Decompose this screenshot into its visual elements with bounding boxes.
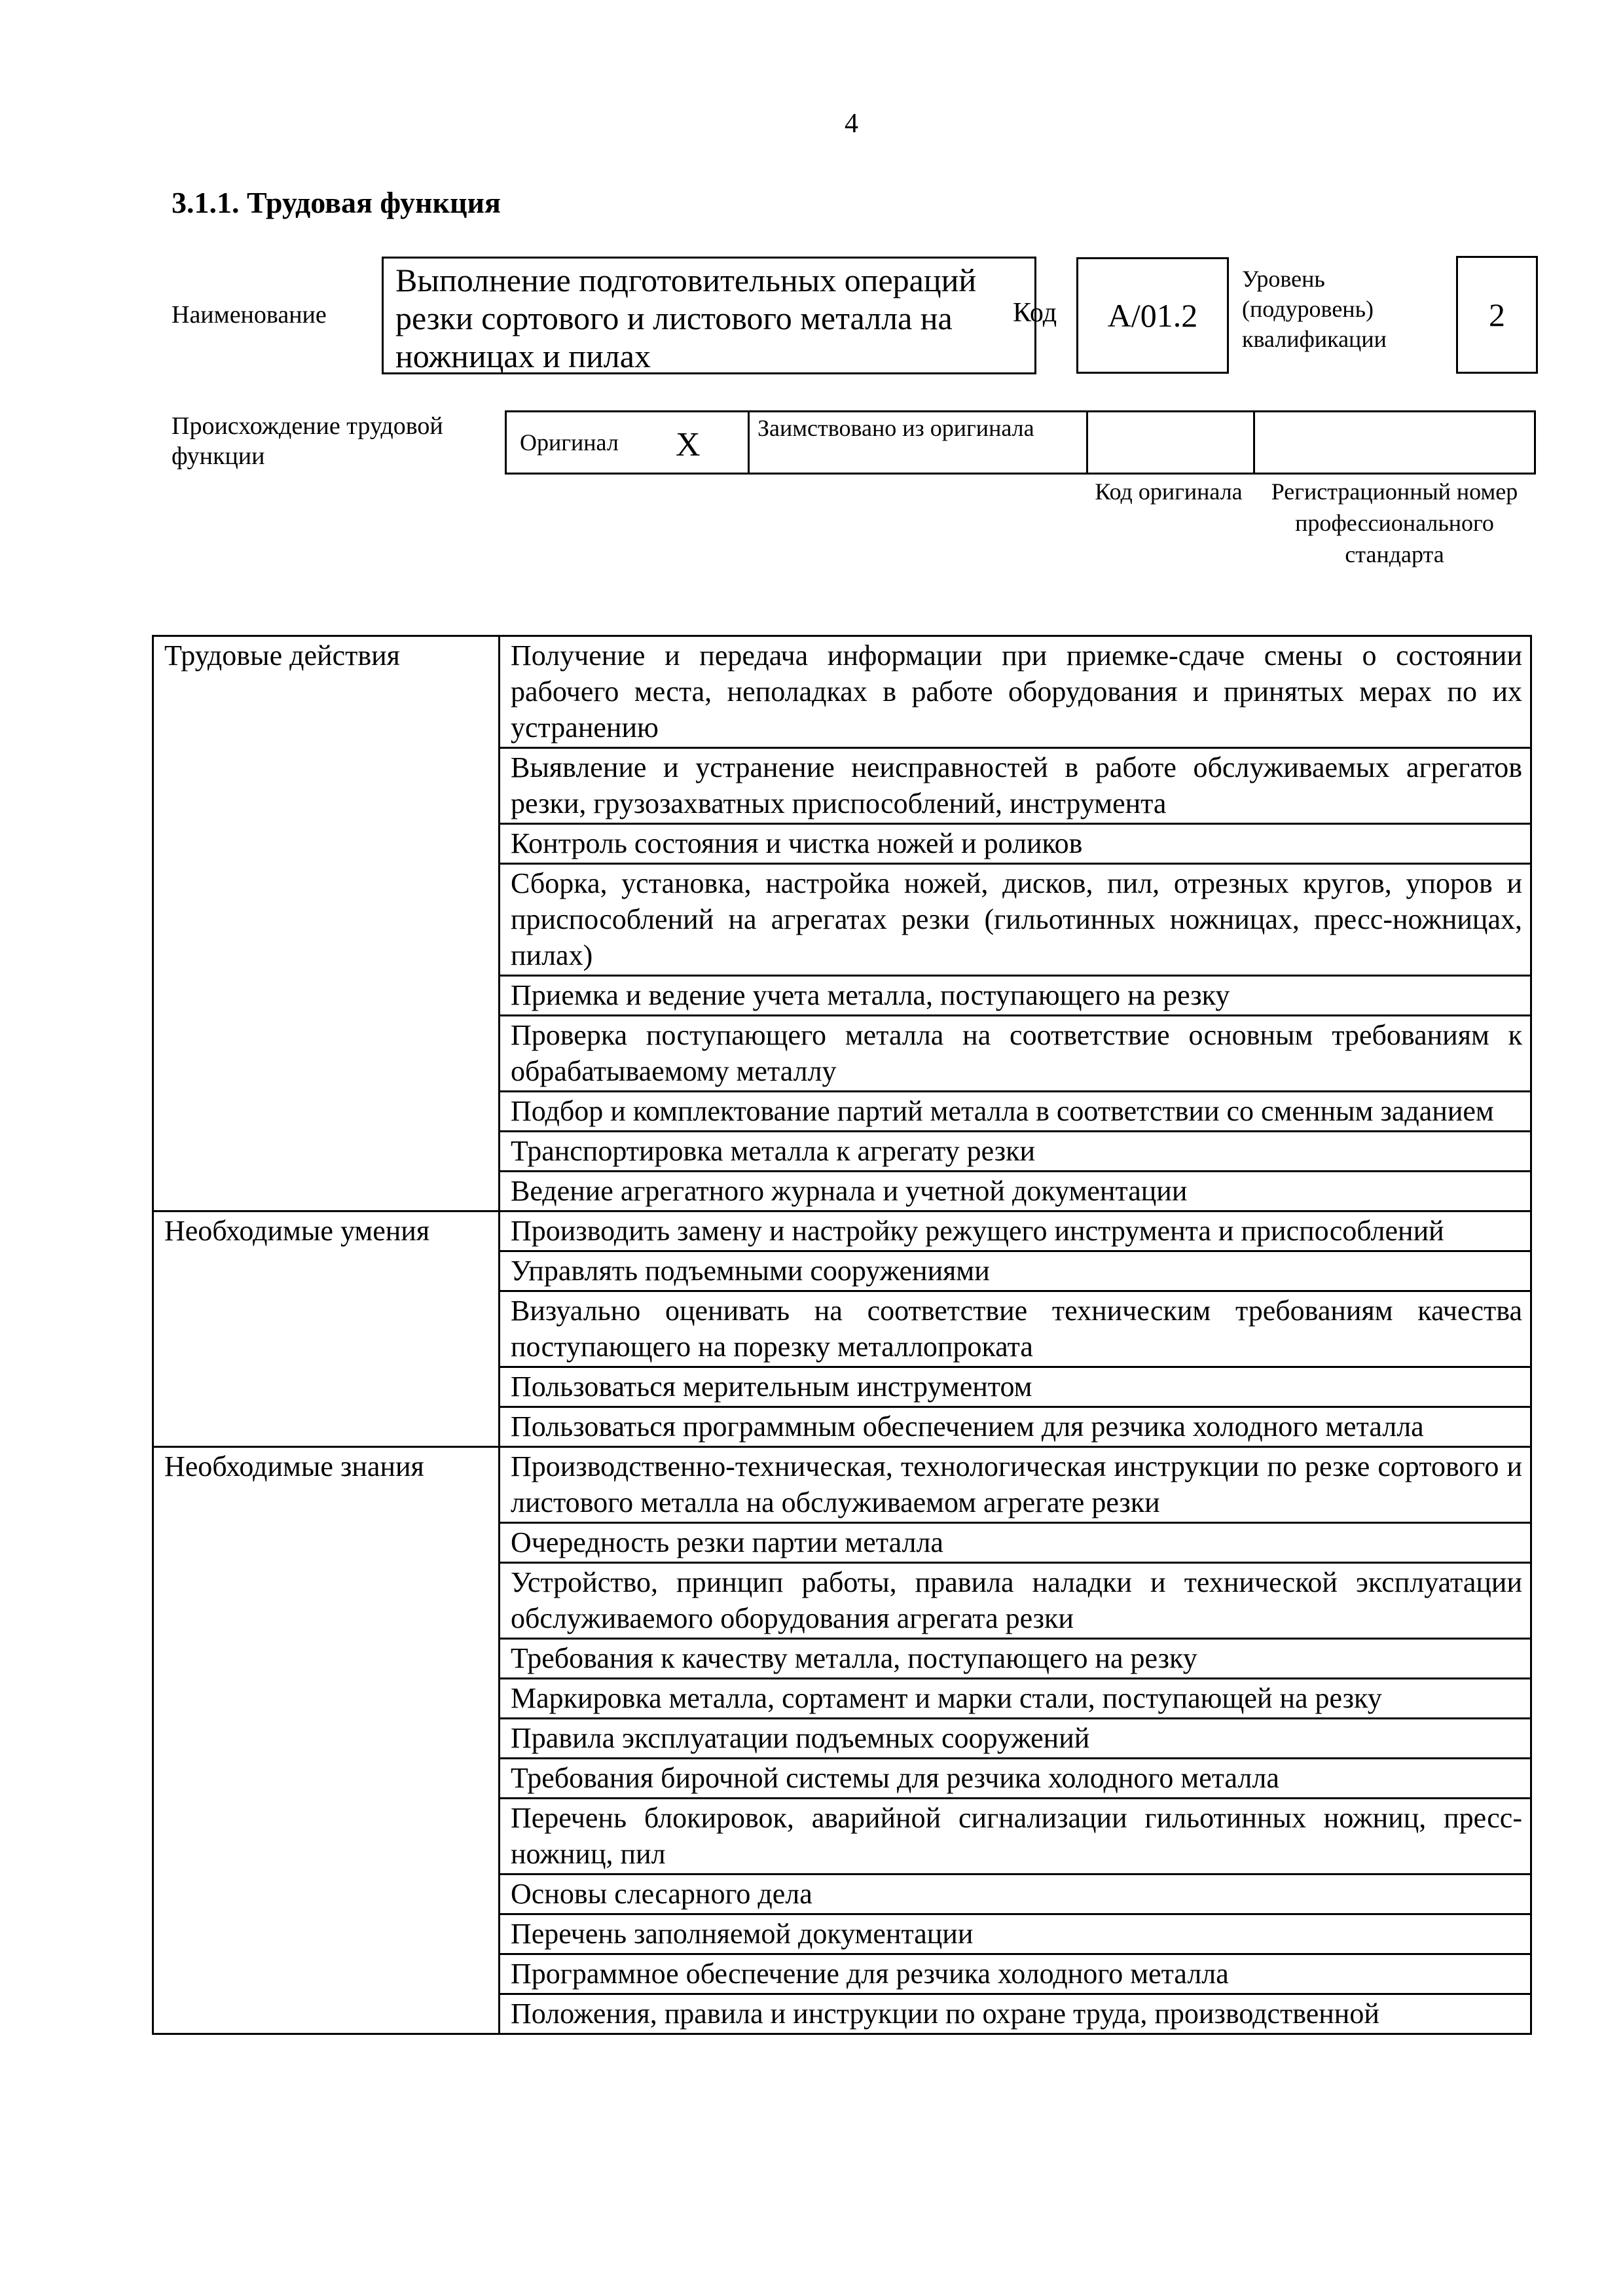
origin-table (505, 410, 1536, 475)
original-label: Оригинал (520, 429, 619, 456)
code-label: Код (1013, 298, 1057, 328)
section-title-cell: Необходимые умения (153, 1211, 500, 1447)
section-item-cell: Положения, правила и инструкции по охране труда, производственной (500, 1994, 1531, 2034)
section-item-cell: Управлять подъемными сооружениями (500, 1251, 1531, 1291)
section-item-cell: Визуально оценивать на соответствие техническим требованиям качества поступающего на порезку металлопроката (500, 1291, 1531, 1367)
section-item-cell: Очередность резки партии металла (500, 1523, 1531, 1563)
section-item-cell: Производственно-техническая, технологическая инструкции по резке сортового и листового металла на обслуживаемом агрегате резки (500, 1447, 1531, 1523)
section-item-cell: Контроль состояния и чистка ножей и роликов (500, 824, 1531, 864)
origin-code-cell (1088, 412, 1255, 473)
section-item-cell: Приемка и ведение учета металла, поступающего на резку (500, 976, 1531, 1016)
section-title-cell: Необходимые знания (153, 1447, 500, 2034)
section-item-cell: Основы слесарного дела (500, 1874, 1531, 1914)
section-item-cell: Выявление и устранение неисправностей в работе обслуживаемых агрегатов резки, грузозахватных приспособлений, инструмента (500, 748, 1531, 824)
section-title: 3.1.1. Трудовая функция (172, 186, 501, 219)
section-item-cell: Пользоваться программным обеспечением для резчика холодного металла (500, 1407, 1531, 1447)
section-item-cell: Производить замену и настройку режущего инструмента и приспособлений (500, 1211, 1531, 1251)
table-row (153, 1447, 1531, 1523)
section-item-cell: Правила эксплуатации подъемных сооружений (500, 1719, 1531, 1759)
section-item-cell: Пользоваться мерительным инструментом (500, 1367, 1531, 1407)
section-item-cell: Сборка, установка, настройка ножей, дисков, пил, отрезных кругов, упоров и приспособлений на агрегатах резки (гильотинных ножницах, пресс-ножницах, пилах) (500, 864, 1531, 976)
section-item-cell: Проверка поступающего металла на соответствие основным требованиям к обрабатываемому металлу (500, 1016, 1531, 1092)
name-label: Наименование (172, 301, 327, 329)
code-value-box: A/01.2 (1076, 257, 1229, 374)
section-item-cell: Маркировка металла, сортамент и марки стали, поступающей на резку (500, 1679, 1531, 1719)
page-number: 4 (845, 109, 858, 139)
section-item-cell: Перечень блокировок, аварийной сигнализации гильотинных ножниц, пресс-ножниц, пил (500, 1799, 1531, 1874)
section-item-cell: Подбор и комплектование партий металла в соответствии со сменным заданием (500, 1092, 1531, 1132)
competency-table (152, 635, 1532, 2035)
section-item-cell: Требования к качеству металла, поступающего на резку (500, 1639, 1531, 1679)
section-item-cell: Получение и передача информации при приемке-сдаче смены о состоянии рабочего места, неполадках в работе оборудования и принятых мерах по их устранению (500, 636, 1531, 748)
section-item-cell: Перечень заполняемой документации (500, 1914, 1531, 1954)
origin-label: Происхождение трудовой функции (172, 412, 443, 470)
section-item-cell: Ведение агрегатного журнала и учетной документации (500, 1172, 1531, 1211)
table-row (153, 636, 1531, 748)
section-item-cell: Требования бирочной системы для резчика холодного металла (500, 1759, 1531, 1799)
origin-original-cell (507, 412, 750, 473)
function-name-box: Выполнение подготовительных операций резки сортового и листового металла на ножницах и пилах (382, 257, 1036, 374)
section-item-cell: Программное обеспечение для резчика холодного металла (500, 1954, 1531, 1994)
section-title-cell: Трудовые действия (153, 636, 500, 1211)
section-item-cell: Транспортировка металла к агрегату резки (500, 1132, 1531, 1172)
level-value-box: 2 (1456, 256, 1538, 374)
origin-reg-cell (1255, 412, 1534, 473)
level-label: Уровень (подуровень) квалификации (1242, 266, 1387, 352)
reg-caption: Регистрационный номер профессионального стандарта (1271, 478, 1518, 567)
original-mark: X (676, 426, 701, 463)
section-item-cell: Устройство, принцип работы, правила наладки и технической эксплуатации обслуживаемого оборудования агрегата резки (500, 1563, 1531, 1639)
table-row (153, 1211, 1531, 1251)
borrowed-label: Заимствовано из оригинала (750, 412, 1088, 473)
code-caption: Код оригинала (1095, 478, 1243, 505)
